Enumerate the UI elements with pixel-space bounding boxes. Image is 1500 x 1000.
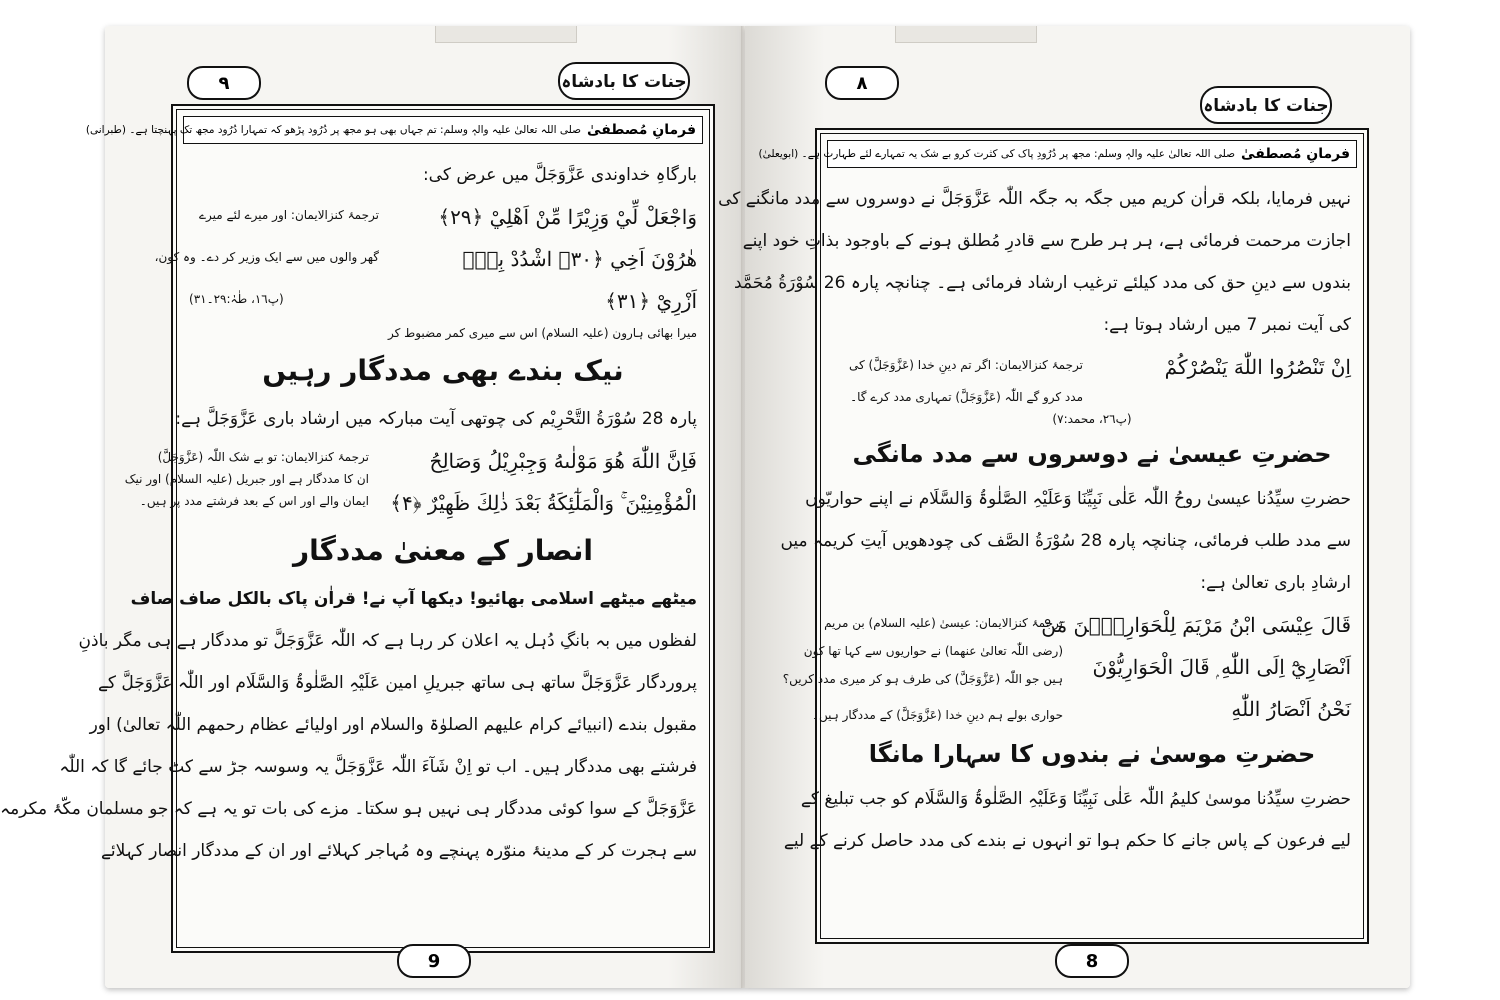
text-line: حضرتِ سیِّدُنا موسیٰ کلیمُ اللّٰہ عَلٰی نَبِیِّنَا وَعَلَیْہِ الصَّلٰوۃُ وَالسَّلَام کو جب تبلیغ کے [800,789,1351,809]
verse-block [782,604,1351,730]
right-header-lead: فرمانِ مُصطفیٰ [1241,146,1350,162]
faded-top-tab [435,26,577,43]
text-line: سے مدد طلب فرمائی، چنانچہ پارہ 28 سُوْرَةُ الصَّف کی چودھویں آیتِ کریمہ میں [780,531,1351,551]
arabic-verse: اَنْصَارِيْٓ اِلَى اللّٰهِ ۭ قَالَ الْحَوَارِيُّوْنَ [1092,655,1351,679]
verse-block [154,196,697,322]
left-page-number-top: ٩ [187,66,261,100]
arabic-verse: اَزْرِيْ ﴿۳۱﴾ [605,289,697,313]
translation-line: میرا بھائی ہارون (علیہ السلام) اس سے میری کمر مضبوط کر [387,326,697,340]
right-book-title: جنات کا بادشاہ [1200,86,1332,124]
text-line: پارہ 28 سُوْرَةُ التَّحْرِيْم کی چوتھی آیت مبارکہ میں ارشاد باری عَزَّوَجَلَّ ہے: [175,409,697,429]
section-heading: انصار کے معنیٰ مددگار [293,534,593,567]
section-heading: حضرتِ عیسیٰ نے دوسروں سے مدد مانگی [852,440,1332,468]
text-line: نہیں فرمایا، بلکہ قراٰن کریم میں جگہ بہ جگہ اللّٰہ عَزَّوَجَلَّ نے دوسروں سے مدد مانگنے کی [718,189,1351,209]
open-booklet [0,8,1410,993]
right-page [718,26,1410,988]
right-page-content [718,178,1351,932]
right-header-text: صلی اللہ تعالیٰ علیہ والہٖ وسلم: مجھ پر دُرُودِ پاک کی کثرت کرو بے شک یہ تمہارے لئے طہارت ہے۔ (ابویعلیٰ) [758,148,1236,160]
text-line: بندوں سے دینِ حق کی مدد کیلئے ترغیب ارشاد فرمائی ہے۔ چنانچہ پارہ 26 سُوْرَةُ مُحَمَّد [734,273,1351,293]
translation-line: ترجمۂ کنزالایمان: تو بے شک اللّٰہ (عَزَّوَجَلَّ) [157,450,369,464]
text-line: فرشتے بھی مددگار ہیں۔ اب تو اِنْ شَآءَ اللّٰہ عَزَّوَجَلَّ یہ وسوسہ جڑ سے کٹ جائے گا کہ اللّٰہ [59,757,697,777]
text-line: بارگاہِ خداوندی عَزَّوَجَلَّ میں عرض کی: [422,165,697,185]
arabic-verse: اِنْ تَنْصُرُوا اللّٰهَ يَنْصُرْكُمْ [1164,355,1351,379]
left-page-number-bottom: 9 [397,944,471,978]
translation-line: حواری بولے ہم دینِ خدا (عَزَّوَجَلَّ) کے مددگار ہیں۔ [811,708,1063,722]
text-line: ارشادِ باری تعالیٰ ہے: [1200,573,1351,593]
verse-block [124,440,697,524]
translation-line: ہیں جو اللّٰہ (عَزَّوَجَلَّ) کی طرف ہو کر میری مدد کریں؟ [782,672,1063,686]
text-line: لفظوں میں بہ بانگِ دُہل یہ اعلان کر رہا ہے کہ اللّٰہ عَزَّوَجَلَّ تو مددگار ہے ہی مگر باذنِ [78,631,697,651]
text-line: سے ہجرت کر کے مدینۂ منوّرہ پہنچے وہ مُہاجر کہلائے اور ان کے مددگار انصار کہلائے [100,841,697,861]
verse-block [833,346,1351,408]
text-line: مقبول بندے (انبیائے کرام علیھم الصلوٰۃ والسلام اور اولیائے عظام رحمھم اللّٰہ تعالیٰ) اور [89,715,697,735]
left-page-content [0,154,697,941]
right-hadith-strip [758,140,1357,168]
left-hadith-strip [85,116,703,144]
text-line: عَزَّوَجَلَّ کے سوا کوئی مددگار ہی نہیں ہو سکتا۔ مزے کی بات تو یہ ہے کہ جو مسلمان مکّۂ مکرمہ [0,799,697,819]
text-line: پروردگار عَزَّوَجَلَّ ساتھ ہی ساتھ جبریلِ امین عَلَیْہِ الصَّلٰوۃُ وَالسَّلَام اور اللّٰہ عَزَّوَجَلَّ کے [97,673,697,693]
arabic-verse: الْمُؤْمِنِيْنَ ۚ وَالْمَلٰٓئِكَةُ بَعْدَ ذٰلِكَ ظَهِيْرٌ ﴿۴﴾ [390,491,697,515]
section-heading: نیک بندے بھی مددگار رہیں [262,354,624,387]
text-line: میٹھے میٹھے اسلامی بھائیو! دیکھا آپ نے! قراٰن پاک بالکل صاف صاف [130,589,697,609]
left-header-lead: فرمانِ مُصطفیٰ [587,122,696,138]
left-page-frame [0,104,715,953]
left-book-title: جنات کا بادشاہ [558,62,690,100]
translation-line: ترجمۂ کنزالایمان: عیسیٰ (علیہ السلام) بن مریم [824,616,1063,630]
translation-line: مدد کرو گے اللّٰہ (عَزَّوَجَلَّ) تمہاری مدد کرے گا۔ [850,390,1083,404]
translation-line: ترجمۂ کنزالایمان: اگر تم دینِ خدا (عَزَّوَجَلَّ) کی [849,358,1083,372]
left-page [0,26,745,988]
text-line: اجازت مرحمت فرمائی ہے، ہر ہر طرح سے قادرِ مُطلق ہونے کے باوجود بذاتِ خود اپنے [742,231,1351,251]
text-line: حضرتِ سیِّدُنا عیسیٰ روحُ اللّٰہ عَلٰی نَبِیِّنَا وَعَلَیْہِ الصَّلٰوۃُ وَالسَّلَام نے اپنے حواریّوں [805,489,1351,509]
arabic-verse: نَحْنُ اَنْصَارُ اللّٰهِ [1231,697,1351,721]
verse-reference: (پ١٦، طٰہٰ:٢٩۔٣١) [189,292,284,306]
translation-line: (رضی اللّٰہ تعالیٰ عنھما) نے حواریوں سے کہا تھا کون [803,644,1063,658]
faded-top-tab [895,26,1037,43]
left-header-text: صلی اللہ تعالیٰ علیہ والہٖ وسلم: تم جہاں بھی ہو مجھ پر دُرُود پڑھو کہ تمہارا دُرُود مجھ تک پہنچتا ہے۔ (طبرانی) [85,124,582,136]
text-line: لیے فرعون کے پاس جانے کا حکم ہوا تو انہوں نے بندے کی مدد حاصل کرنے کے لیے [783,831,1351,851]
translation-line: ترجمۂ کنزالایمان: اور میرے لئے میرے [199,208,379,222]
section-heading: حضرتِ موسیٰ نے بندوں کا سہارا مانگا [868,740,1316,768]
translation-line: ایمان والے اور اس کے بعد فرشتے مدد پر ہیں۔ [139,494,369,508]
arabic-verse: هٰرُوْنَ اَخِي ﴿۳۰﴾ اشْدُدْ بِهٖٓ [462,247,697,271]
translation-line: ان کا مددگار ہے اور جبریل (علیہ السلام) اور نیک [124,472,369,486]
right-page-frame [718,128,1369,944]
verse-reference: (پ٢٦، محمد:٧) [1052,412,1132,426]
text-line: کی آیت نمبر 7 میں ارشاد ہوتا ہے: [1103,315,1351,335]
right-page-number-top: ٨ [825,66,899,100]
right-page-number-bottom: 8 [1055,944,1129,978]
arabic-verse: فَاِنَّ اللّٰهَ هُوَ مَوْلٰىهُ وَجِبْرِيْلُ وَصَالِحُ [429,449,697,473]
arabic-verse: وَاجْعَلْ لِّيْ وَزِيْرًا مِّنْ اَهْلِيْ ﴿۲۹﴾ [438,205,697,229]
arabic-verse: قَالَ عِيْسَى ابْنُ مَرْيَمَ لِلْحَوَارِيّٖنَ مَنْ [1041,613,1351,637]
translation-line: گھر والوں میں سے ایک وزیر کر دے۔ وہ کون، [154,250,379,264]
